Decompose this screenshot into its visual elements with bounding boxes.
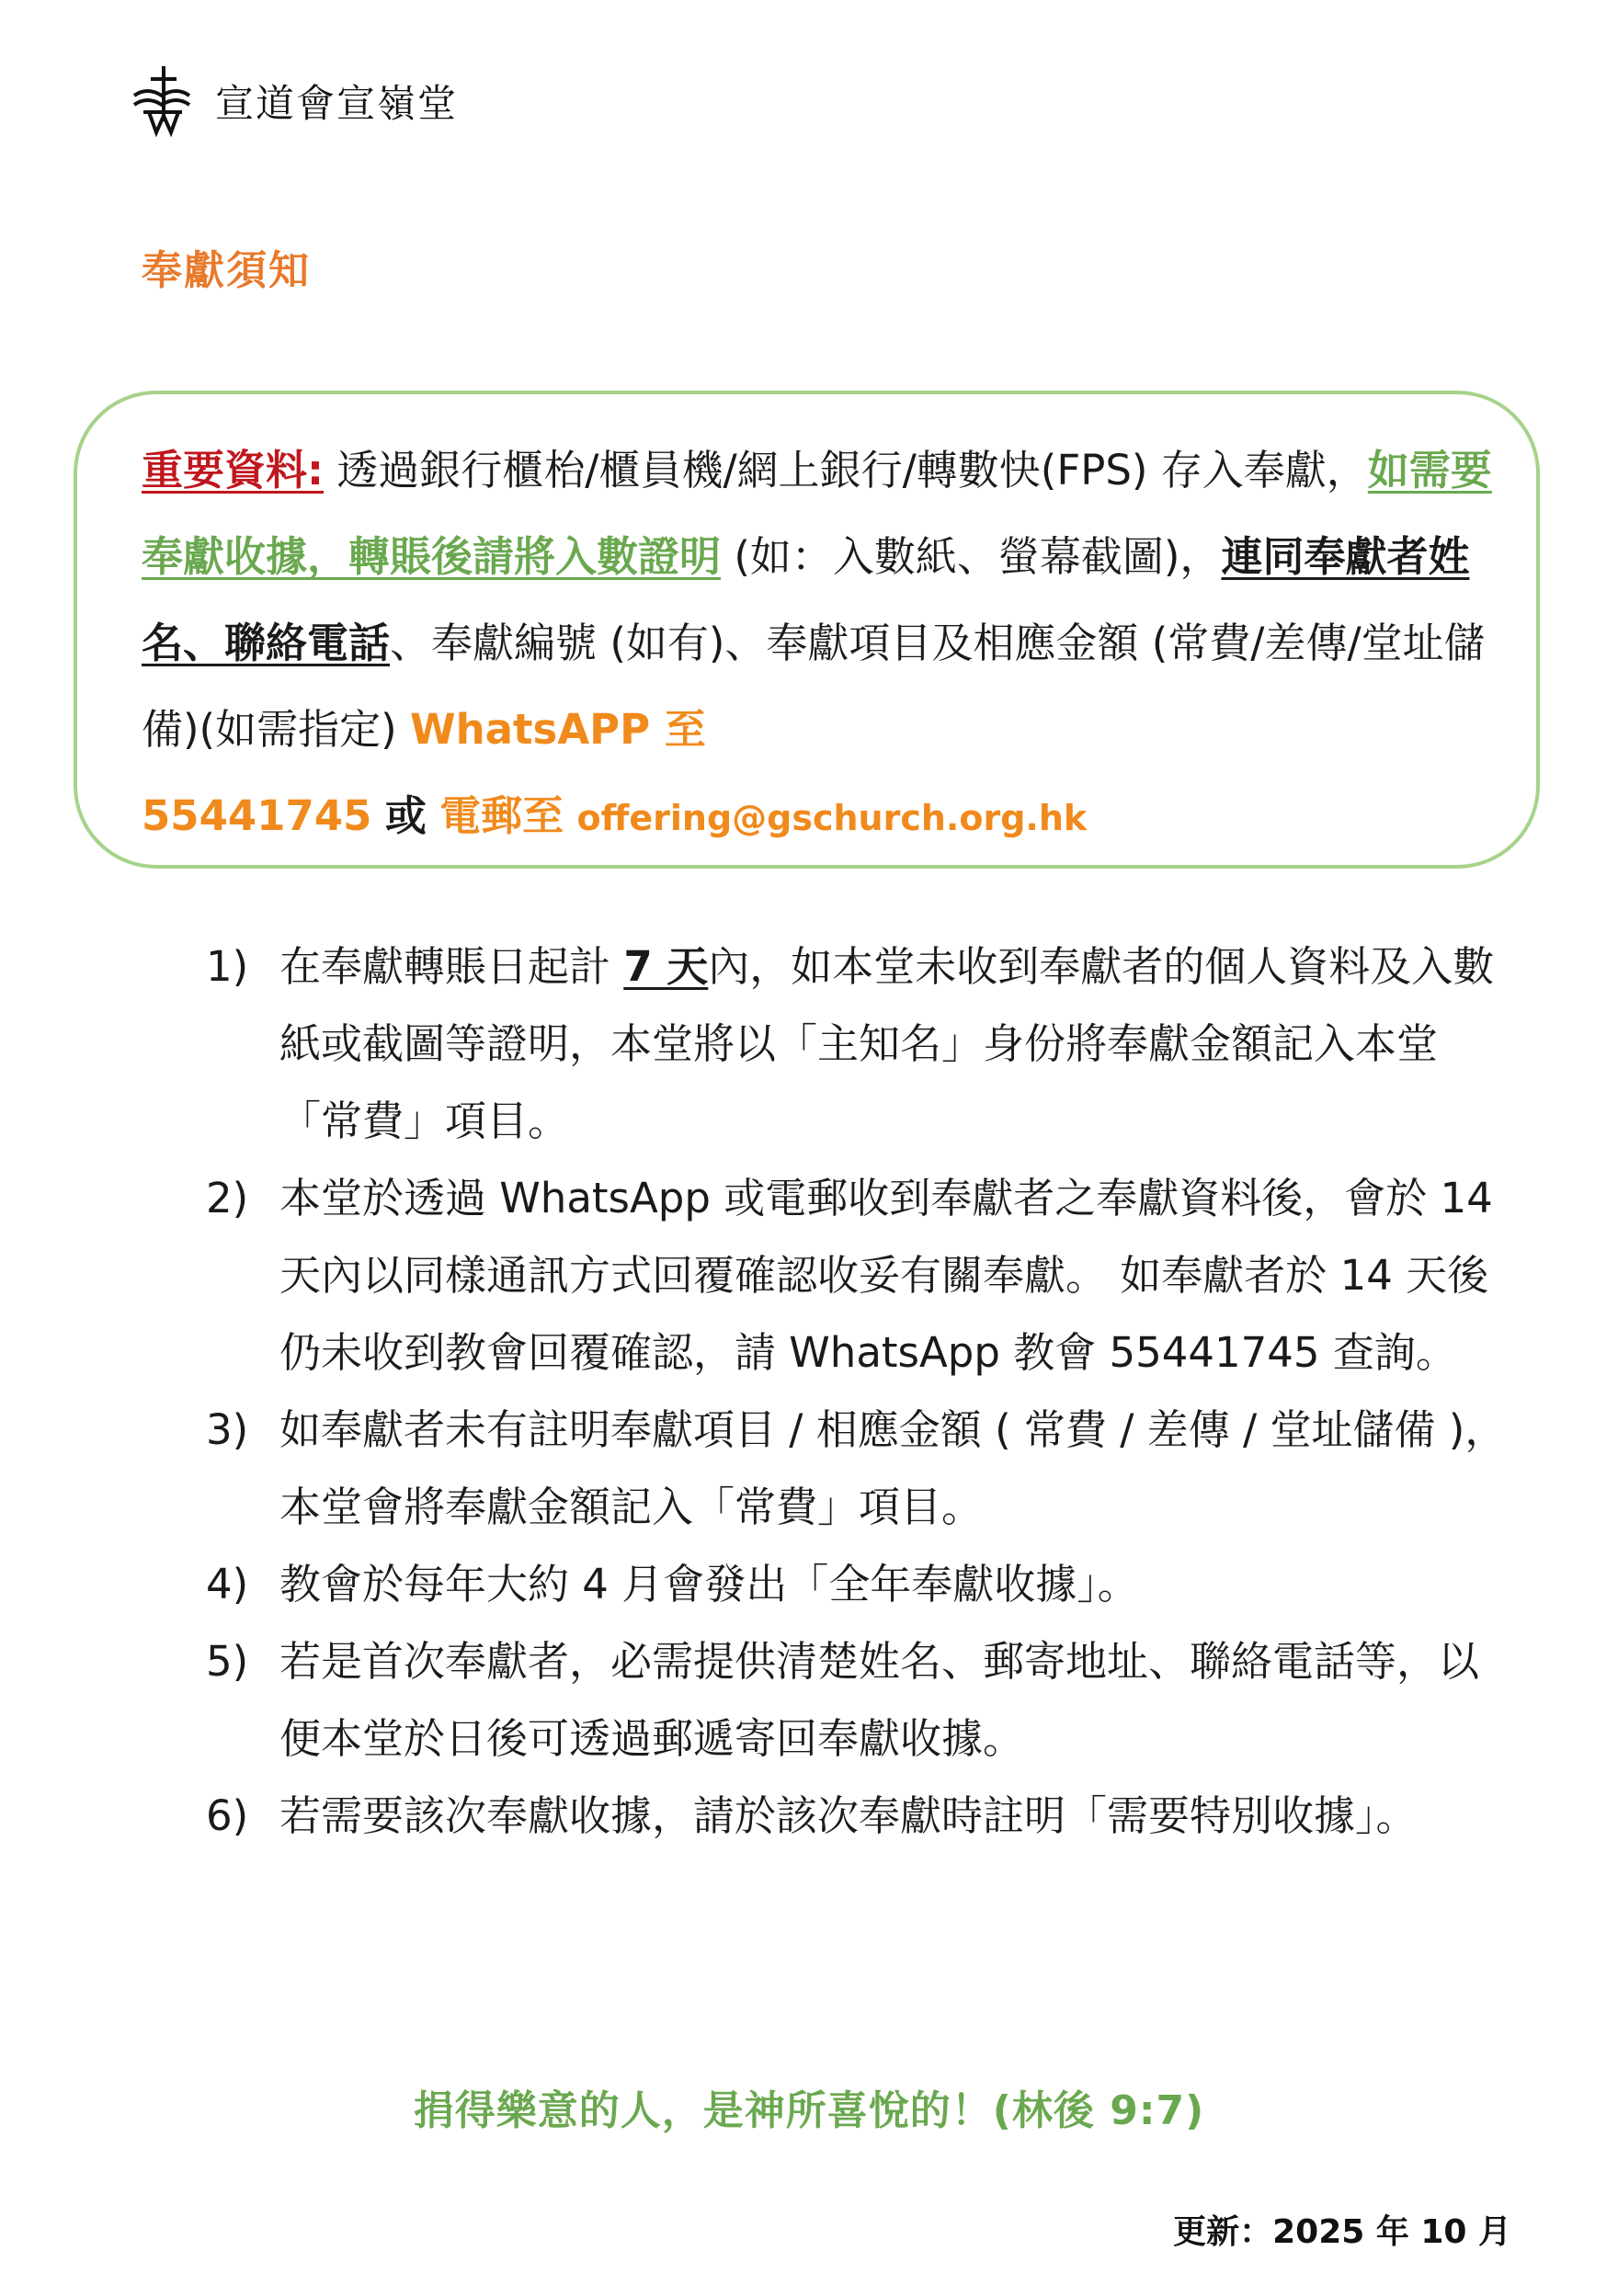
seven-days-emphasis: 7 天 (623, 942, 709, 991)
rule-text: 本堂於透過 WhatsApp 或電郵收到奉獻者之奉獻資料後，會於 14 天內以同樣通訊方式回覆確認收妥有關奉獻。 如奉獻者於 14 天後仍未收到教會回覆確認，請 WhatsApp 教會 55441745 查詢。 (279, 1174, 1493, 1377)
notice-part1: 透過銀行櫃枱/櫃員機/網上銀行/轉數快(FPS) 存入奉獻， (324, 446, 1368, 494)
email-link[interactable]: offering@gschurch.org.hk (576, 798, 1088, 838)
rule-text-pre: 在奉獻轉賬日起計 (279, 942, 624, 991)
church-logo-icon (129, 64, 195, 138)
rule-number: 5) (206, 1637, 249, 1686)
updated-date: 更新：2025 年 10 月 (1173, 2213, 1511, 2251)
email-label: 電郵至 (439, 791, 564, 840)
rule-item (206, 1778, 1511, 1855)
page-title: 奉獻須知 (142, 247, 311, 294)
rule-item (206, 928, 1511, 1160)
rule-number: 2) (206, 1174, 249, 1222)
rule-item (206, 1392, 1511, 1546)
page-header (129, 64, 458, 138)
notice-required-info: 連同奉獻者姓名、聯絡電話 (142, 532, 1470, 667)
bible-verse: 捐得樂意的人，是神所喜悅的！(林後 9:7) (413, 2087, 1205, 2134)
whatsapp-label: WhatsAPP 至 (409, 705, 706, 754)
notice-label: 重要資料: (142, 446, 324, 494)
whatsapp-phone[interactable]: 55441745 (142, 791, 372, 840)
rule-item (206, 1546, 1511, 1623)
rule-number: 3) (206, 1405, 249, 1454)
rule-text (279, 928, 1511, 1160)
rule-number: 4) (206, 1560, 249, 1608)
rule-number: 6) (206, 1791, 249, 1840)
rule-text: 如奉獻者未有註明奉獻項目 / 相應金額 ( 常費 / 差傳 / 堂址儲備 )，本堂會將奉獻金額記入「常費」項目。 (279, 1405, 1507, 1531)
rule-text: 若是首次奉獻者，必需提供清楚姓名、郵寄地址、聯絡電話等，以便本堂於日後可透過郵遞寄回奉獻收據。 (279, 1637, 1480, 1763)
rule-text: 若需要該次奉獻收據，請於該次奉獻時註明「需要特別收據」。 (279, 1791, 1418, 1840)
or-text: 或 (384, 791, 427, 840)
rule-item (206, 1623, 1511, 1778)
rule-text-post: 內，如本堂未收到奉獻者的個人資料及入數紙或截圖等證明，本堂將以「主知名」身份將奉獻金額記入本堂「常費」項目。 (279, 942, 1495, 1145)
offering-rules-list (206, 928, 1511, 1855)
important-notice-text (142, 427, 1502, 861)
notice-part2: (如：入數紙、螢幕截圖)， (721, 532, 1222, 581)
rule-text: 教會於每年大約 4 月會發出「全年奉獻收據」。 (279, 1560, 1139, 1608)
notice-receipt-instruction: 如需要奉獻收據，轉賬後請將入數證明 (142, 446, 1492, 581)
notice-part3: 、奉獻編號 (如有)、奉獻項目及相應金額 (常費/差傳/堂址儲備)(如需指定) (142, 619, 1486, 754)
rule-item (206, 1160, 1511, 1392)
church-name: 宣道會宣嶺堂 (215, 81, 459, 126)
rule-number: 1) (206, 942, 249, 991)
